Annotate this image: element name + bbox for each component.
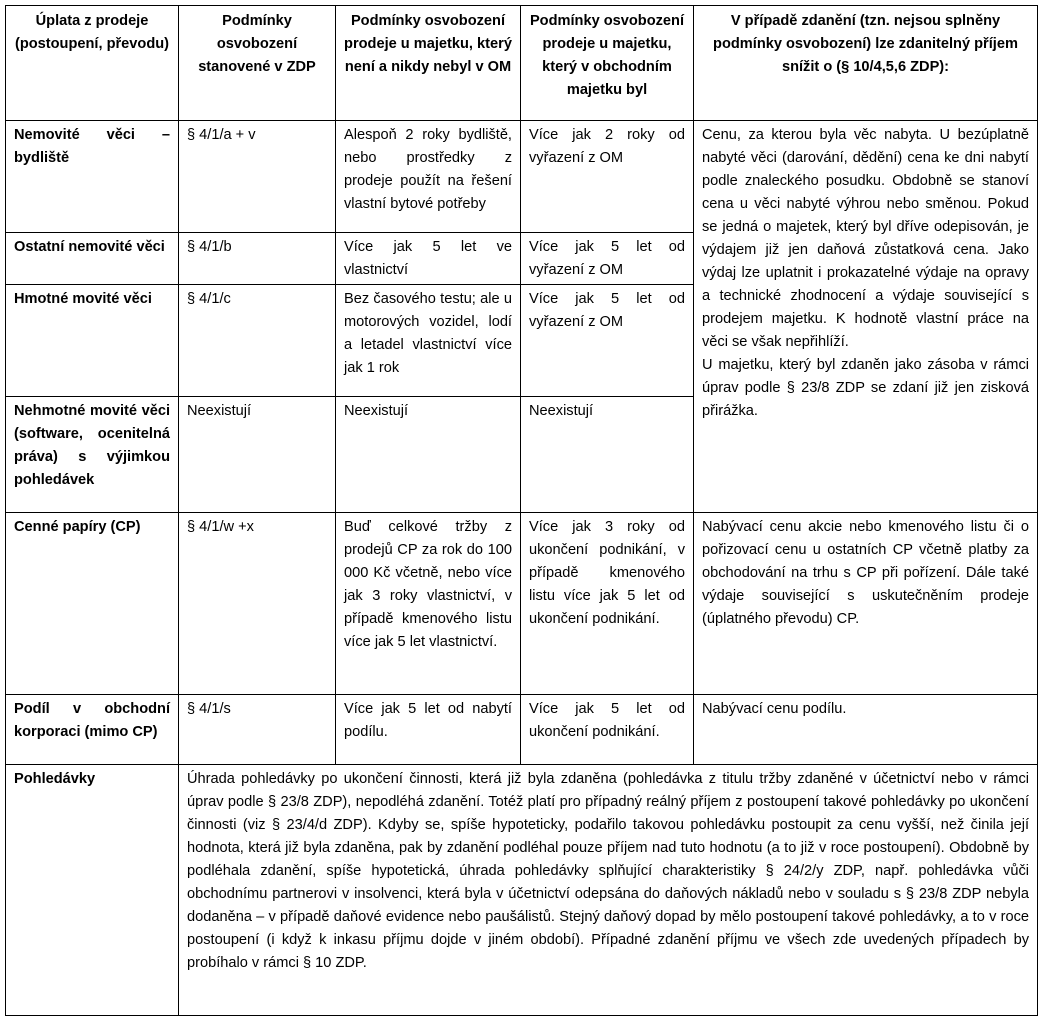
row-category: Pohledávky	[6, 765, 179, 1016]
zdp-reference: § 4/1/c	[179, 285, 336, 397]
shared-reduction-cell	[694, 121, 1038, 513]
header-not-in-om-conditions: Podmínky osvobození prodeje u majetku, který není a nikdy nebyl v OM	[336, 6, 521, 121]
in-om-condition: Více jak 5 let od vyřazení z OM	[521, 233, 694, 285]
in-om-condition: Více jak 5 let od vyřazení z OM	[521, 285, 694, 397]
not-in-om-condition: Bez časového testu; ale u motorových vozidel, lodí a letadel vlastnictví více jak 1 rok	[336, 285, 521, 397]
table-row	[6, 513, 1038, 695]
zdp-reference: § 4/1/w +x	[179, 513, 336, 695]
reduction: Nabývací cenu podílu.	[694, 695, 1038, 765]
row-category: Podíl v obchodní korporaci (mimo CP)	[6, 695, 179, 765]
shared-reduction-paragraph-2: U majetku, který byl zdaněn jako zásoba v rámci úprav podle § 23/8 ZDP se zdaní již jen zisková přirážka.	[702, 357, 1029, 419]
row-category: Ostatní nemovité věci	[6, 233, 179, 285]
header-taxable-reduction: V případě zdanění (tzn. nejsou splněny podmínky osvobození) lze zdanitelný příjem snížit o (§ 10/4,5,6 ZDP):	[694, 6, 1038, 121]
receivables-merged-text: Úhrada pohledávky po ukončení činnosti, která již byla zdaněna (pohledávka z titulu tržby zdaněné v účetnictví nebo v rámci úprav podle § 23/8 ZDP), nepodléhá zdanění. Totéž platí pro případný reálný příjem z postoupení takové pohledávky po ukončení činnosti (viz § 23/4/d ZDP). Kdyby se, spíše hypoteticky, podařilo takovou pohledávku postoupit za cenu vyšší, než činila její hodnota, která již byla zdaněna, pak by zdanění podléhal pouze příjem nad tuto hodnotu (a to již v roce postoupení). Obdobně by podléhala zdanění, spíše hypotetická, úhrada pohledávky splňující charakteristiky § 24/2/y ZDP, např. pohledávka vůči obchodnímu partnerovi v insolvenci, která byla v účetnictví odepsána do daňových nákladů nebo v souladu s § 23/8 ZDP nebyla dodaněna – v případě daňové evidence nebo paušálistů. Stejný daňový dopad by mělo postoupení takové pohledávky, a to v roce postoupení (i když k inkasu příjmu dojde v jiném období). Případné zdanění příjmu ve všech zde uvedených případech by probíhalo v rámci § 10 ZDP.	[179, 765, 1038, 1016]
table-row	[6, 695, 1038, 765]
not-in-om-condition: Alespoň 2 roky bydliště, nebo prostředky z prodeje použít na řešení vlastní bytové potřeby	[336, 121, 521, 233]
row-category: Nemovité věci – bydliště	[6, 121, 179, 233]
zdp-reference: § 4/1/b	[179, 233, 336, 285]
in-om-condition: Více jak 5 let od ukončení podnikání.	[521, 695, 694, 765]
shared-reduction-paragraph-1: Cenu, za kterou byla věc nabyta. U bezúplatně nabyté věci (darování, dědění) cena ke dni nabytí podle znaleckého posudku. Obdobně se stanoví cena u věci nabyté výhrou nebo směnou. Pokud se jedná o majetek, který byl dříve odepisován, je výdajem již jen daňová zůstatková cena. Jako výdaj lze uplatnit i prokazatelné výdaje na opravy a technické zhodnocení a výdaje související s prodejem majetku. K hodnotě vlastní práce na věci se však nepřihlíží.	[702, 127, 1029, 350]
header-payment-type: Úplata z prodeje (postoupení, převodu)	[6, 6, 179, 121]
table-header-row	[6, 6, 1038, 121]
not-in-om-condition: Více jak 5 let od nabytí podílu.	[336, 695, 521, 765]
zdp-reference: § 4/1/a + v	[179, 121, 336, 233]
reduction: Nabývací cenu akcie nebo kmenového listu či o pořizovací cenu u ostatních CP včetně platby za obchodování na trhu s CP při pořízení. Dále také výdaje související s uskutečněním prodeje (úplatného převodu) CP.	[694, 513, 1038, 695]
table-row	[6, 121, 1038, 233]
not-in-om-condition: Neexistují	[336, 397, 521, 513]
in-om-condition: Více jak 3 roky od ukončení podnikání, v případě kmenového listu více jak 5 let od ukončení podnikání.	[521, 513, 694, 695]
row-category: Cenné papíry (CP)	[6, 513, 179, 695]
zdp-reference: Neexistují	[179, 397, 336, 513]
header-zdp-conditions: Podmínky osvobození stanovené v ZDP	[179, 6, 336, 121]
header-in-om-conditions: Podmínky osvobození prodeje u majetku, který v obchodním majetku byl	[521, 6, 694, 121]
row-category: Hmotné movité věci	[6, 285, 179, 397]
in-om-condition: Více jak 2 roky od vyřazení z OM	[521, 121, 694, 233]
zdp-reference: § 4/1/s	[179, 695, 336, 765]
row-category: Nehmotné movité věci (software, ocenitelná práva) s výjimkou pohledávek	[6, 397, 179, 513]
not-in-om-condition: Více jak 5 let ve vlastnictví	[336, 233, 521, 285]
not-in-om-condition: Buď celkové tržby z prodejů CP za rok do 100 000 Kč včetně, nebo více jak 3 roky vlastnictví, v případě kmenového listu více jak 5 let vlastnictví.	[336, 513, 521, 695]
tax-exemption-table	[5, 5, 1038, 1016]
in-om-condition: Neexistují	[521, 397, 694, 513]
table-row	[6, 765, 1038, 1016]
